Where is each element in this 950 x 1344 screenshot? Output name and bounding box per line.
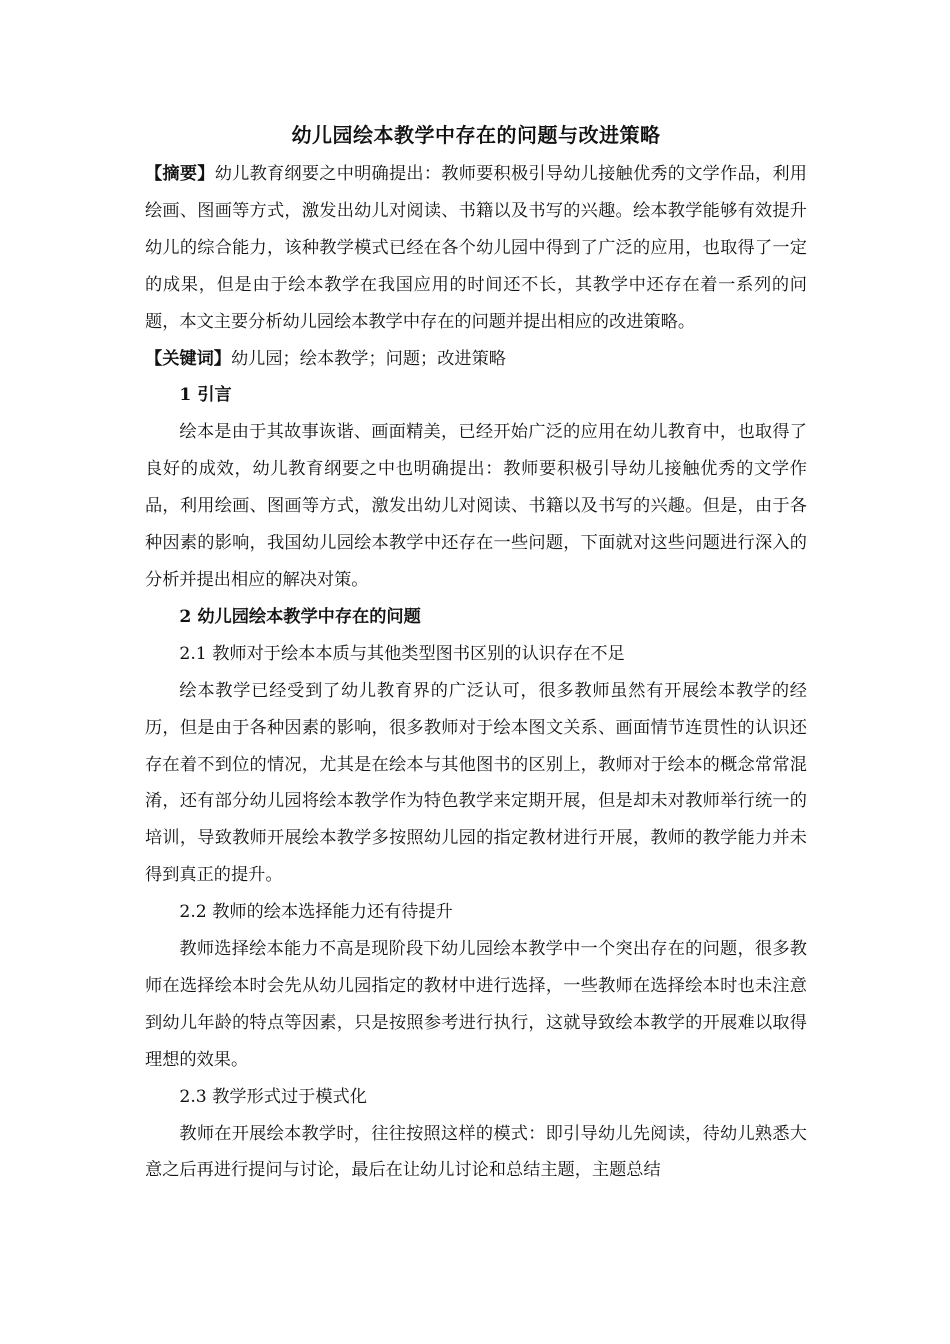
section-heading-intro: 1 引言: [179, 385, 232, 406]
abstract-paragraph: [145, 156, 807, 341]
subsection-heading-2-1: 2.1 教师对于绘本本质与其他类型图书区别的认识存在不足: [179, 643, 625, 664]
subsection-heading-2-3: 2.3 教学形式过于模式化: [179, 1086, 367, 1107]
keywords-text: 幼儿园；绘本教学；问题；改进策略: [230, 348, 506, 369]
abstract-label: 【摘要】: [145, 164, 215, 184]
subsection-heading-2-2: 2.2 教师的绘本选择能力还有待提升: [179, 902, 453, 923]
intro-paragraph: 绘本是由于其故事诙谐、画面精美，已经开始广泛的应用在幼儿教育中，也取得了良好的成效，幼儿教育纲要之中也明确提出：教师要积极引导幼儿接触优秀的文学作品，利用绘画、图画等方式，激发出幼儿对阅读、书籍以及书写的兴趣。但是，由于各种因素的影响，我国幼儿园绘本教学中还存在一些问题，下面就对这些问题进行深入的分析并提出相应的解决对策。: [145, 422, 807, 590]
document-title: 幼儿园绘本教学中存在的问题与改进策略: [291, 123, 661, 147]
paragraph-2-1: 绘本教学已经受到了幼儿教育界的广泛认可，很多教师虽然有开展绘本教学的经历，但是由于各种因素的影响，很多教师对于绘本图文关系、画面情节连贯性的认识还存在着不到位的情况，尤其是在绘本与其他图书的区别上，教师对于绘本的概念常常混淆，还有部分幼儿园将绘本教学作为特色教学来定期开展，但是却未对教师举行统一的培训，导致教师开展绘本教学多按照幼儿园的指定教材进行开展，教师的教学能力并未得到真正的提升。: [145, 680, 807, 886]
keywords-label: 【关键词】: [145, 348, 231, 369]
section-heading-problems: 2 幼儿园绘本教学中存在的问题: [179, 606, 421, 627]
abstract-text: 幼儿教育纲要之中明确提出：教师要积极引导幼儿接触优秀的文学作品，利用绘画、图画等方式，激发出幼儿对阅读、书籍以及书写的兴趣。绘本教学能够有效提升幼儿的综合能力，该种教学模式已经在各个幼儿园中得到了广泛的应用，也取得了一定的成果，但是由于绘本教学在我国应用的时间还不长，其教学中还存在着一系列的问题，本文主要分析幼儿园绘本教学中存在的问题并提出相应的改进策略。: [145, 164, 807, 332]
paragraph-2-3: 教师在开展绘本教学时，往往按照这样的模式：即引导幼儿先阅读，待幼儿熟悉大意之后再进行提问与讨论，最后在让幼儿讨论和总结主题，主题总结: [145, 1123, 807, 1181]
keywords-paragraph: [145, 341, 807, 378]
document-body: [145, 156, 807, 1189]
paragraph-2-2: 教师选择绘本能力不高是现阶段下幼儿园绘本教学中一个突出存在的问题，很多教师在选择绘本时会先从幼儿园指定的教材中进行选择，一些教师在选择绘本时也未注意到幼儿年龄的特点等因素，只是按照参考进行执行，这就导致绘本教学的开展难以取得理想的效果。: [145, 939, 807, 1070]
